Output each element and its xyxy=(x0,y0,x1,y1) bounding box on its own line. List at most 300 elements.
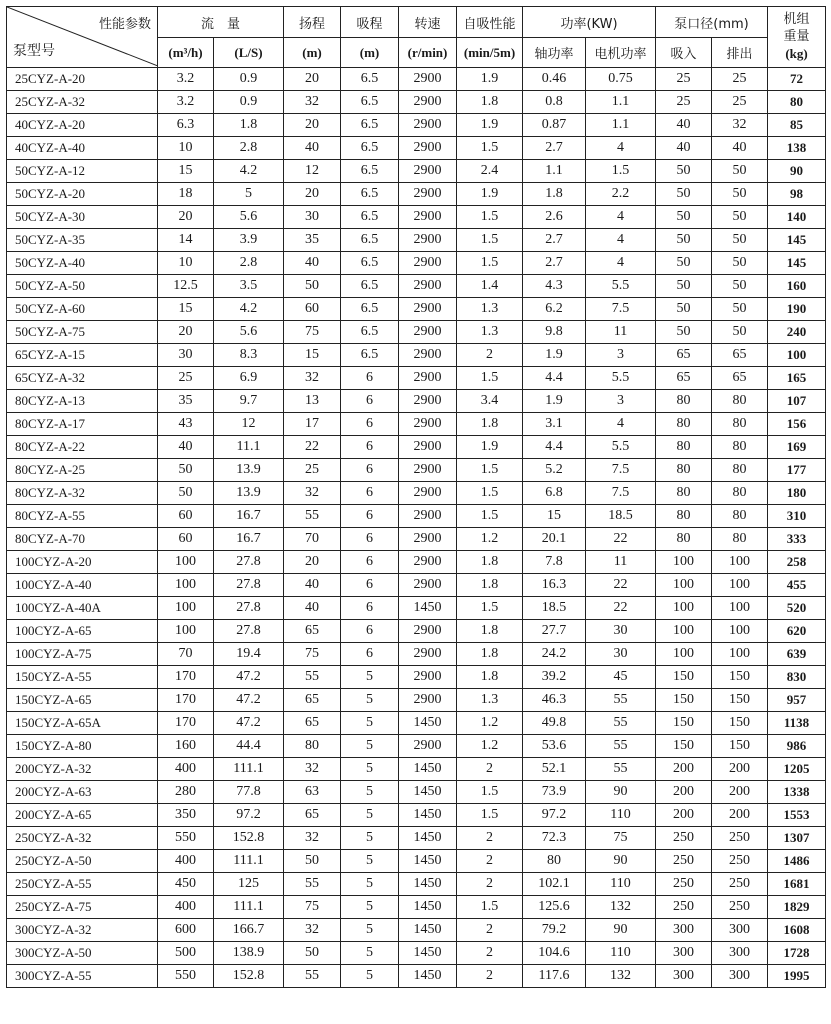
outlet-cell: 50 xyxy=(712,275,768,298)
suction-cell: 6.5 xyxy=(341,68,399,91)
head-cell: 65 xyxy=(284,689,341,712)
speed-cell: 2900 xyxy=(399,275,457,298)
shaft-power-cell: 24.2 xyxy=(523,643,586,666)
speed-cell: 1450 xyxy=(399,965,457,988)
weight-cell: 177 xyxy=(768,459,826,482)
head-cell: 60 xyxy=(284,298,341,321)
speed-cell: 2900 xyxy=(399,666,457,689)
inlet-cell: 100 xyxy=(656,643,712,666)
flow-m3h-cell: 70 xyxy=(158,643,214,666)
motor-power-cell: 11 xyxy=(586,551,656,574)
table-row xyxy=(7,850,826,873)
inlet-cell: 50 xyxy=(656,183,712,206)
outlet-cell: 100 xyxy=(712,551,768,574)
flow-ls-cell: 111.1 xyxy=(214,896,284,919)
weight-cell: 1338 xyxy=(768,781,826,804)
outlet-cell: 25 xyxy=(712,68,768,91)
flow-ls-cell: 111.1 xyxy=(214,758,284,781)
head-cell: 32 xyxy=(284,482,341,505)
suction-cell: 6.5 xyxy=(341,252,399,275)
inlet-cell: 200 xyxy=(656,804,712,827)
outlet-cell: 80 xyxy=(712,528,768,551)
flow-ls-cell: 27.8 xyxy=(214,551,284,574)
inlet-cell: 300 xyxy=(656,919,712,942)
motor-power-cell: 90 xyxy=(586,850,656,873)
shaft-power-cell: 20.1 xyxy=(523,528,586,551)
self-priming-cell: 1.3 xyxy=(457,321,523,344)
speed-cell: 1450 xyxy=(399,712,457,735)
flow-m3h-cell: 170 xyxy=(158,712,214,735)
head-cell: 50 xyxy=(284,275,341,298)
table-row xyxy=(7,367,826,390)
pump-spec-table xyxy=(6,6,826,988)
motor-power-cell: 4 xyxy=(586,206,656,229)
shaft-power-cell: 4.3 xyxy=(523,275,586,298)
table-row xyxy=(7,942,826,965)
shaft-power-cell: 27.7 xyxy=(523,620,586,643)
weight-cell: 169 xyxy=(768,436,826,459)
flow-m3h-cell: 350 xyxy=(158,804,214,827)
outlet-cell: 150 xyxy=(712,735,768,758)
speed-cell: 2900 xyxy=(399,91,457,114)
suction-cell: 5 xyxy=(341,827,399,850)
inlet-cell: 150 xyxy=(656,735,712,758)
suction-cell: 6.5 xyxy=(341,229,399,252)
shaft-power-cell: 6.8 xyxy=(523,482,586,505)
head-cell: 32 xyxy=(284,758,341,781)
weight-cell: 1608 xyxy=(768,919,826,942)
speed-cell: 1450 xyxy=(399,919,457,942)
self-priming-cell: 1.9 xyxy=(457,68,523,91)
weight-label-line2: 重量 xyxy=(783,29,810,44)
flow-ls-cell: 19.4 xyxy=(214,643,284,666)
shaft-power-cell: 4.4 xyxy=(523,367,586,390)
outlet-cell: 50 xyxy=(712,183,768,206)
flow-ls-cell: 152.8 xyxy=(214,827,284,850)
flow-ls-cell: 9.7 xyxy=(214,390,284,413)
speed-cell: 2900 xyxy=(399,252,457,275)
outlet-cell: 50 xyxy=(712,160,768,183)
head-cell: 20 xyxy=(284,68,341,91)
table-row xyxy=(7,436,826,459)
self-priming-cell: 1.5 xyxy=(457,137,523,160)
outlet-cell: 50 xyxy=(712,321,768,344)
speed-cell: 1450 xyxy=(399,781,457,804)
speed-cell: 2900 xyxy=(399,298,457,321)
model-cell: 50CYZ-A-12 xyxy=(7,160,158,183)
table-header xyxy=(7,7,826,68)
weight-cell: 90 xyxy=(768,160,826,183)
inlet-cell: 50 xyxy=(656,275,712,298)
motor-power-cell: 4 xyxy=(586,229,656,252)
flow-m3h-cell: 500 xyxy=(158,942,214,965)
flow-ls-cell: 27.8 xyxy=(214,597,284,620)
self-priming-cell: 1.5 xyxy=(457,505,523,528)
table-row xyxy=(7,390,826,413)
speed-cell: 2900 xyxy=(399,160,457,183)
outlet-cell: 200 xyxy=(712,781,768,804)
speed-cell: 1450 xyxy=(399,942,457,965)
model-cell: 40CYZ-A-20 xyxy=(7,114,158,137)
motor-power-cell: 30 xyxy=(586,620,656,643)
table-row xyxy=(7,229,826,252)
weight-cell: 98 xyxy=(768,183,826,206)
weight-cell: 160 xyxy=(768,275,826,298)
suction-cell: 6.5 xyxy=(341,91,399,114)
table-row xyxy=(7,620,826,643)
model-cell: 200CYZ-A-65 xyxy=(7,804,158,827)
outlet-cell: 150 xyxy=(712,712,768,735)
weight-cell: 165 xyxy=(768,367,826,390)
model-cell: 25CYZ-A-32 xyxy=(7,91,158,114)
shaft-power-cell: 80 xyxy=(523,850,586,873)
flow-ls-cell: 152.8 xyxy=(214,965,284,988)
flow-m3h-cell: 60 xyxy=(158,528,214,551)
inlet-cell: 50 xyxy=(656,298,712,321)
model-cell: 50CYZ-A-75 xyxy=(7,321,158,344)
motor-power-cell: 55 xyxy=(586,758,656,781)
inlet-cell: 150 xyxy=(656,712,712,735)
inlet-cell: 50 xyxy=(656,252,712,275)
table-row xyxy=(7,482,826,505)
model-cell: 250CYZ-A-75 xyxy=(7,896,158,919)
table-row xyxy=(7,505,826,528)
flow-m3h-cell: 170 xyxy=(158,666,214,689)
outlet-cell: 250 xyxy=(712,896,768,919)
inlet-cell: 200 xyxy=(656,781,712,804)
flow-ls-cell: 47.2 xyxy=(214,666,284,689)
weight-cell: 986 xyxy=(768,735,826,758)
head-cell: 32 xyxy=(284,367,341,390)
head-cell: 20 xyxy=(284,114,341,137)
weight-cell: 957 xyxy=(768,689,826,712)
table-row xyxy=(7,160,826,183)
inlet-cell: 80 xyxy=(656,390,712,413)
self-priming-cell: 2 xyxy=(457,873,523,896)
suction-cell: 6 xyxy=(341,459,399,482)
speed-cell: 2900 xyxy=(399,620,457,643)
motor-power-cell: 1.1 xyxy=(586,91,656,114)
self-priming-header: 自吸性能 xyxy=(457,7,523,38)
outlet-cell: 150 xyxy=(712,666,768,689)
table-row xyxy=(7,206,826,229)
flow-m3h-cell: 14 xyxy=(158,229,214,252)
suction-cell: 6.5 xyxy=(341,275,399,298)
motor-power-cell: 4 xyxy=(586,252,656,275)
table-row xyxy=(7,252,826,275)
table-row xyxy=(7,758,826,781)
head-unit: (m) xyxy=(284,38,341,68)
speed-cell: 2900 xyxy=(399,367,457,390)
head-cell: 50 xyxy=(284,942,341,965)
shaft-power-cell: 1.9 xyxy=(523,344,586,367)
outlet-cell: 100 xyxy=(712,620,768,643)
shaft-power-cell: 53.6 xyxy=(523,735,586,758)
head-cell: 65 xyxy=(284,712,341,735)
model-cell: 300CYZ-A-50 xyxy=(7,942,158,965)
suction-cell: 5 xyxy=(341,666,399,689)
speed-cell: 2900 xyxy=(399,551,457,574)
model-cell: 200CYZ-A-32 xyxy=(7,758,158,781)
self-priming-cell: 1.8 xyxy=(457,413,523,436)
outlet-cell: 150 xyxy=(712,689,768,712)
weight-cell: 310 xyxy=(768,505,826,528)
shaft-power-cell: 72.3 xyxy=(523,827,586,850)
head-cell: 25 xyxy=(284,459,341,482)
suction-cell: 6.5 xyxy=(341,344,399,367)
flow-header: 流 量 xyxy=(158,7,284,38)
model-cell: 150CYZ-A-65A xyxy=(7,712,158,735)
speed-cell: 2900 xyxy=(399,344,457,367)
head-cell: 65 xyxy=(284,620,341,643)
motor-power-cell: 30 xyxy=(586,643,656,666)
shaft-power-cell: 16.3 xyxy=(523,574,586,597)
shaft-power-cell: 5.2 xyxy=(523,459,586,482)
self-priming-cell: 1.9 xyxy=(457,436,523,459)
head-header: 扬程 xyxy=(284,7,341,38)
motor-power-cell: 132 xyxy=(586,965,656,988)
flow-ls-cell: 111.1 xyxy=(214,850,284,873)
head-cell: 55 xyxy=(284,666,341,689)
motor-power-cell: 22 xyxy=(586,574,656,597)
head-cell: 50 xyxy=(284,850,341,873)
motor-power-cell: 110 xyxy=(586,942,656,965)
inlet-cell: 80 xyxy=(656,482,712,505)
shaft-power-cell: 2.6 xyxy=(523,206,586,229)
table-row xyxy=(7,574,826,597)
suction-cell: 6 xyxy=(341,574,399,597)
motor-power-cell: 3 xyxy=(586,344,656,367)
outlet-cell: 80 xyxy=(712,482,768,505)
self-priming-cell: 1.4 xyxy=(457,275,523,298)
head-cell: 75 xyxy=(284,896,341,919)
head-cell: 17 xyxy=(284,413,341,436)
suction-cell: 6.5 xyxy=(341,298,399,321)
suction-unit: (m) xyxy=(341,38,399,68)
flow-ls-cell: 44.4 xyxy=(214,735,284,758)
self-priming-cell: 1.5 xyxy=(457,781,523,804)
flow-ls-cell: 12 xyxy=(214,413,284,436)
flow-m3h-cell: 400 xyxy=(158,896,214,919)
table-row xyxy=(7,344,826,367)
speed-cell: 1450 xyxy=(399,850,457,873)
weight-cell: 639 xyxy=(768,643,826,666)
self-priming-cell: 2 xyxy=(457,919,523,942)
suction-cell: 5 xyxy=(341,850,399,873)
model-cell: 65CYZ-A-32 xyxy=(7,367,158,390)
weight-cell: 72 xyxy=(768,68,826,91)
suction-cell: 5 xyxy=(341,873,399,896)
model-cell: 65CYZ-A-15 xyxy=(7,344,158,367)
speed-cell: 2900 xyxy=(399,206,457,229)
self-priming-cell: 3.4 xyxy=(457,390,523,413)
flow-m3h-cell: 6.3 xyxy=(158,114,214,137)
inlet-cell: 250 xyxy=(656,896,712,919)
speed-cell: 1450 xyxy=(399,804,457,827)
outlet-cell: 250 xyxy=(712,827,768,850)
flow-m3h-cell: 550 xyxy=(158,827,214,850)
self-priming-cell: 2 xyxy=(457,965,523,988)
head-cell: 35 xyxy=(284,229,341,252)
outlet-cell: 50 xyxy=(712,229,768,252)
self-priming-cell: 1.5 xyxy=(457,896,523,919)
inlet-cell: 40 xyxy=(656,114,712,137)
outlet-cell: 80 xyxy=(712,413,768,436)
flow-m3h-cell: 30 xyxy=(158,344,214,367)
shaft-power-cell: 6.2 xyxy=(523,298,586,321)
speed-cell: 2900 xyxy=(399,413,457,436)
weight-cell: 1728 xyxy=(768,942,826,965)
table-row xyxy=(7,804,826,827)
flow-m3h-unit: (m³/h) xyxy=(158,38,214,68)
table-row xyxy=(7,896,826,919)
shaft-power-cell: 3.1 xyxy=(523,413,586,436)
model-cell: 250CYZ-A-32 xyxy=(7,827,158,850)
head-cell: 80 xyxy=(284,735,341,758)
speed-cell: 2900 xyxy=(399,482,457,505)
weight-cell: 80 xyxy=(768,91,826,114)
speed-cell: 2900 xyxy=(399,229,457,252)
suction-cell: 5 xyxy=(341,712,399,735)
outlet-cell: 65 xyxy=(712,344,768,367)
shaft-power-header: 轴功率 xyxy=(523,38,586,68)
weight-cell: 145 xyxy=(768,229,826,252)
head-cell: 12 xyxy=(284,160,341,183)
flow-m3h-cell: 400 xyxy=(158,758,214,781)
outlet-cell: 50 xyxy=(712,206,768,229)
speed-cell: 2900 xyxy=(399,505,457,528)
self-priming-cell: 1.2 xyxy=(457,735,523,758)
suction-cell: 5 xyxy=(341,758,399,781)
suction-cell: 6.5 xyxy=(341,137,399,160)
inlet-header: 吸入 xyxy=(656,38,712,68)
weight-cell: 830 xyxy=(768,666,826,689)
suction-cell: 5 xyxy=(341,781,399,804)
head-cell: 15 xyxy=(284,344,341,367)
shaft-power-cell: 0.87 xyxy=(523,114,586,137)
motor-power-cell: 110 xyxy=(586,804,656,827)
outlet-cell: 200 xyxy=(712,758,768,781)
flow-m3h-cell: 3.2 xyxy=(158,68,214,91)
flow-m3h-cell: 12.5 xyxy=(158,275,214,298)
table-row xyxy=(7,68,826,91)
table-row xyxy=(7,413,826,436)
head-cell: 13 xyxy=(284,390,341,413)
model-cell: 300CYZ-A-32 xyxy=(7,919,158,942)
flow-ls-cell: 8.3 xyxy=(214,344,284,367)
flow-ls-cell: 16.7 xyxy=(214,505,284,528)
table-row xyxy=(7,919,826,942)
self-priming-cell: 2 xyxy=(457,827,523,850)
outlet-cell: 300 xyxy=(712,965,768,988)
shaft-power-cell: 1.9 xyxy=(523,390,586,413)
table-row xyxy=(7,597,826,620)
flow-ls-cell: 0.9 xyxy=(214,91,284,114)
model-cell: 100CYZ-A-40 xyxy=(7,574,158,597)
speed-cell: 2900 xyxy=(399,183,457,206)
flow-ls-cell: 6.9 xyxy=(214,367,284,390)
flow-m3h-cell: 50 xyxy=(158,482,214,505)
param-label: 性能参数 xyxy=(98,17,151,32)
flow-ls-cell: 4.2 xyxy=(214,298,284,321)
flow-m3h-cell: 20 xyxy=(158,206,214,229)
outlet-cell: 300 xyxy=(712,919,768,942)
weight-cell: 1307 xyxy=(768,827,826,850)
weight-cell: 140 xyxy=(768,206,826,229)
table-row xyxy=(7,712,826,735)
model-cell: 80CYZ-A-32 xyxy=(7,482,158,505)
flow-m3h-cell: 280 xyxy=(158,781,214,804)
outlet-cell: 100 xyxy=(712,574,768,597)
self-priming-cell: 1.8 xyxy=(457,666,523,689)
weight-header xyxy=(768,7,826,68)
table-row xyxy=(7,321,826,344)
shaft-power-cell: 2.7 xyxy=(523,252,586,275)
flow-m3h-cell: 50 xyxy=(158,459,214,482)
self-priming-cell: 1.5 xyxy=(457,482,523,505)
weight-cell: 138 xyxy=(768,137,826,160)
weight-cell: 190 xyxy=(768,298,826,321)
table-row xyxy=(7,666,826,689)
motor-power-cell: 18.5 xyxy=(586,505,656,528)
inlet-cell: 50 xyxy=(656,206,712,229)
table-row xyxy=(7,551,826,574)
flow-m3h-cell: 100 xyxy=(158,551,214,574)
self-priming-cell: 2 xyxy=(457,942,523,965)
speed-cell: 2900 xyxy=(399,735,457,758)
weight-cell: 156 xyxy=(768,413,826,436)
suction-cell: 5 xyxy=(341,689,399,712)
motor-power-cell: 55 xyxy=(586,735,656,758)
flow-ls-cell: 0.9 xyxy=(214,68,284,91)
motor-power-cell: 1.5 xyxy=(586,160,656,183)
weight-cell: 180 xyxy=(768,482,826,505)
model-label: 泵型号 xyxy=(13,43,55,59)
outlet-cell: 250 xyxy=(712,850,768,873)
flow-ls-unit: (L/S) xyxy=(214,38,284,68)
shaft-power-cell: 1.8 xyxy=(523,183,586,206)
suction-cell: 5 xyxy=(341,919,399,942)
weight-cell: 520 xyxy=(768,597,826,620)
weight-cell: 1995 xyxy=(768,965,826,988)
weight-cell: 1553 xyxy=(768,804,826,827)
table-row xyxy=(7,873,826,896)
table-row xyxy=(7,735,826,758)
suction-cell: 6.5 xyxy=(341,114,399,137)
suction-cell: 6.5 xyxy=(341,206,399,229)
flow-ls-cell: 2.8 xyxy=(214,252,284,275)
weight-unit: (kg) xyxy=(785,46,808,61)
flow-m3h-cell: 60 xyxy=(158,505,214,528)
flow-m3h-cell: 25 xyxy=(158,367,214,390)
flow-m3h-cell: 100 xyxy=(158,597,214,620)
flow-m3h-cell: 35 xyxy=(158,390,214,413)
suction-cell: 5 xyxy=(341,804,399,827)
motor-power-cell: 5.5 xyxy=(586,367,656,390)
suction-cell: 5 xyxy=(341,942,399,965)
inlet-cell: 300 xyxy=(656,965,712,988)
motor-power-cell: 5.5 xyxy=(586,275,656,298)
shaft-power-cell: 117.6 xyxy=(523,965,586,988)
table-row xyxy=(7,114,826,137)
speed-cell: 1450 xyxy=(399,758,457,781)
speed-cell: 2900 xyxy=(399,137,457,160)
weight-cell: 1486 xyxy=(768,850,826,873)
inlet-cell: 80 xyxy=(656,413,712,436)
head-cell: 75 xyxy=(284,321,341,344)
inlet-cell: 50 xyxy=(656,160,712,183)
table-row xyxy=(7,275,826,298)
